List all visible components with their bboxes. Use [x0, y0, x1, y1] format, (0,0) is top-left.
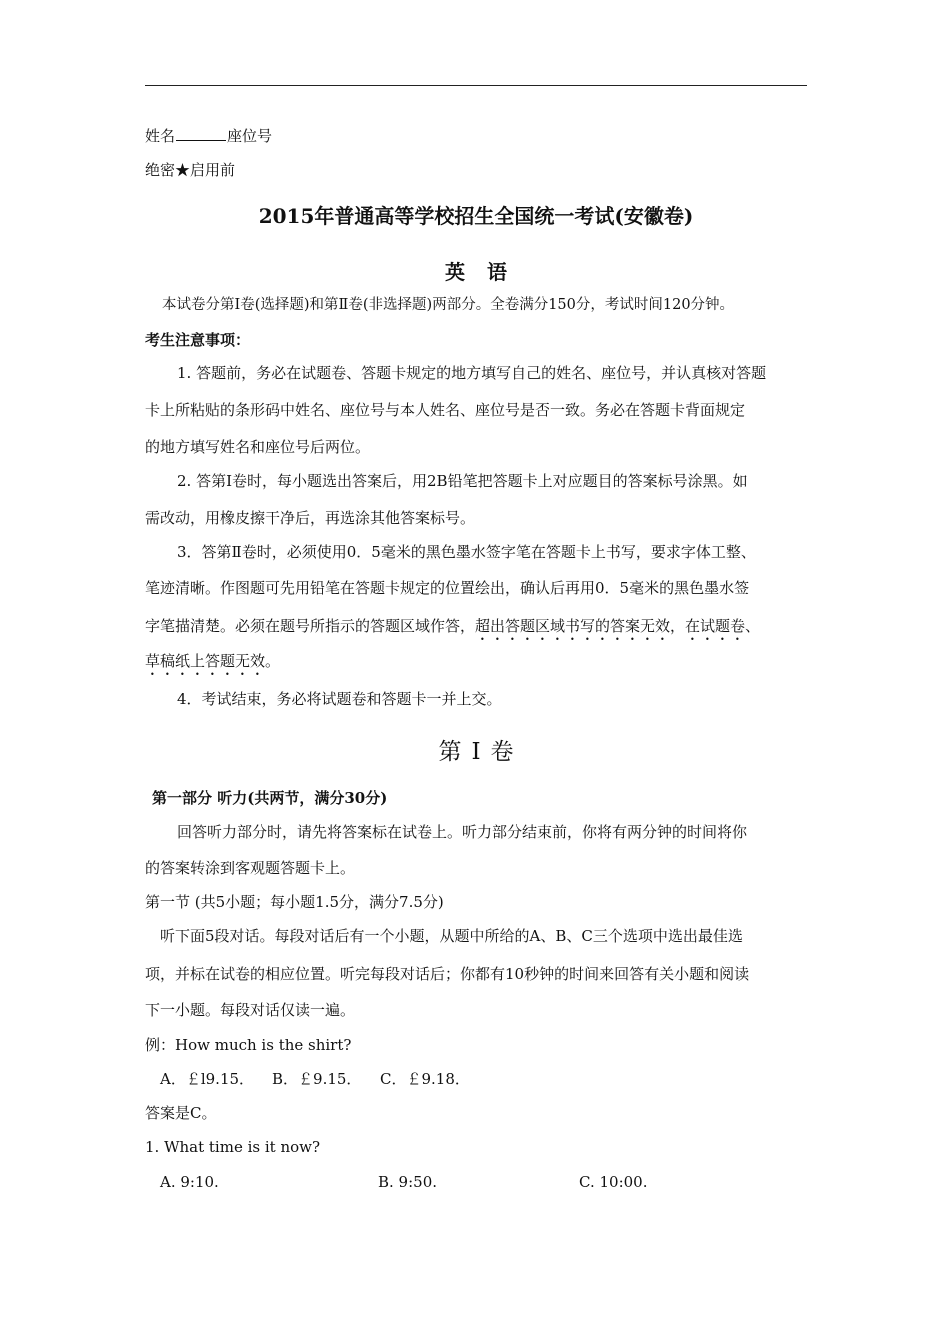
section1-instr-line-2: 项，并标在试卷的相应位置。听完每段对话后；你都有10秒钟的时间来回答有关小题和阅读 — [145, 965, 750, 983]
notice-1-line-2: 卡上所粘贴的条形码中姓名、座位号与本人姓名、座位号是否一致。务必在答题卡背面规定 — [145, 401, 746, 419]
seat-label: 座位号 — [227, 127, 273, 145]
confidential-label: 绝密★启用前 — [145, 161, 236, 179]
notice-2-line-2: 需改动，用橡皮擦干净后，再选涂其他答案标号。 — [145, 509, 476, 527]
example-option-c: C．￡9.18． — [380, 1070, 470, 1088]
part1-heading: 第一部分 听力(共两节，满分30分) — [152, 789, 388, 807]
notice-3-line-3 — [145, 616, 817, 644]
example-option-b: B．￡9.15． — [272, 1070, 362, 1088]
notice-3-period: 。 — [265, 652, 281, 670]
header-rule — [145, 85, 807, 86]
notice-3-plain: 字笔描清楚。必须在题号所指示的答题区域作答， — [145, 617, 476, 635]
part1-instr-line-2: 的答案转涂到客观题答题卡上。 — [145, 859, 356, 877]
section1-instr-line-1: 听下面5段对话。每段对话后有一个小题，从题中所给的A、B、C三个选项中选出最佳选 — [160, 927, 743, 945]
intro-text: 本试卷分第Ⅰ卷(选择题)和第Ⅱ卷(非选择题)两部分。全卷满分150分，考试时间120分钟。 — [162, 297, 735, 313]
section1-heading: 第一节 (共5小题；每小题1.5分，满分7.5分) — [145, 893, 444, 911]
notice-heading: 考生注意事项： — [145, 331, 251, 349]
notice-1-line-3: 的地方填写姓名和座位号后两位。 — [145, 438, 371, 456]
q1-option-c: C. 10:00. — [579, 1173, 648, 1191]
notice-3-emphasis-end: 草稿纸上答题无效 — [145, 652, 266, 670]
q1-option-a: A. 9:10. — [160, 1173, 219, 1191]
section1-instr-line-3: 下一小题。每段对话仅读一遍。 — [145, 1001, 356, 1019]
q1-option-b: B. 9:50. — [378, 1173, 438, 1191]
notice-3-line-1: 3．答第Ⅱ卷时，必须使用0．5毫米的黑色墨水签字笔在答题卡上书写，要求字体工整、 — [177, 543, 756, 561]
example-answer: 答案是C。 — [145, 1104, 217, 1122]
notice-1-line-1: 1. 答题前，务必在试题卷、答题卡规定的地方填写自己的姓名、座位号，并认真核对答题 — [177, 364, 767, 382]
example-question: 例：How much is the shirt? — [145, 1036, 352, 1054]
name-blank — [176, 126, 226, 141]
notice-4: 4．考试结束，务必将试题卷和答题卡一并上交。 — [177, 690, 502, 708]
notice-3-line-4 — [145, 651, 817, 679]
name-label: 姓名 — [145, 127, 176, 145]
question-1: 1. What time is it now? — [145, 1138, 321, 1156]
exam-title: 2015年普通高等学校招生全国统一考试(安徽卷) — [258, 204, 694, 228]
name-seat-line — [145, 126, 817, 146]
notice-2-line-1: 2. 答第Ⅰ卷时，每小题选出答案后，用2B铅笔把答题卡上对应题目的答案标号涂黑。如 — [177, 472, 748, 490]
notice-3-line-2: 笔迹清晰。作图题可先用铅笔在答题卡规定的位置绘出，确认后再用0．5毫米的黑色墨水签 — [145, 579, 750, 597]
subject-title: 英语 — [445, 260, 529, 284]
volume-title: 第Ⅰ卷 — [438, 739, 524, 765]
example-option-a: A．￡l9.15． — [160, 1070, 255, 1088]
part1-instr-line-1: 回答听力部分时，请先将答案标在试卷上。听力部分结束前，你将有两分钟的时间将你 — [177, 823, 748, 841]
notice-3-emphasis: 超出答题区域书写的答案无效，在试题卷、 — [475, 617, 761, 635]
